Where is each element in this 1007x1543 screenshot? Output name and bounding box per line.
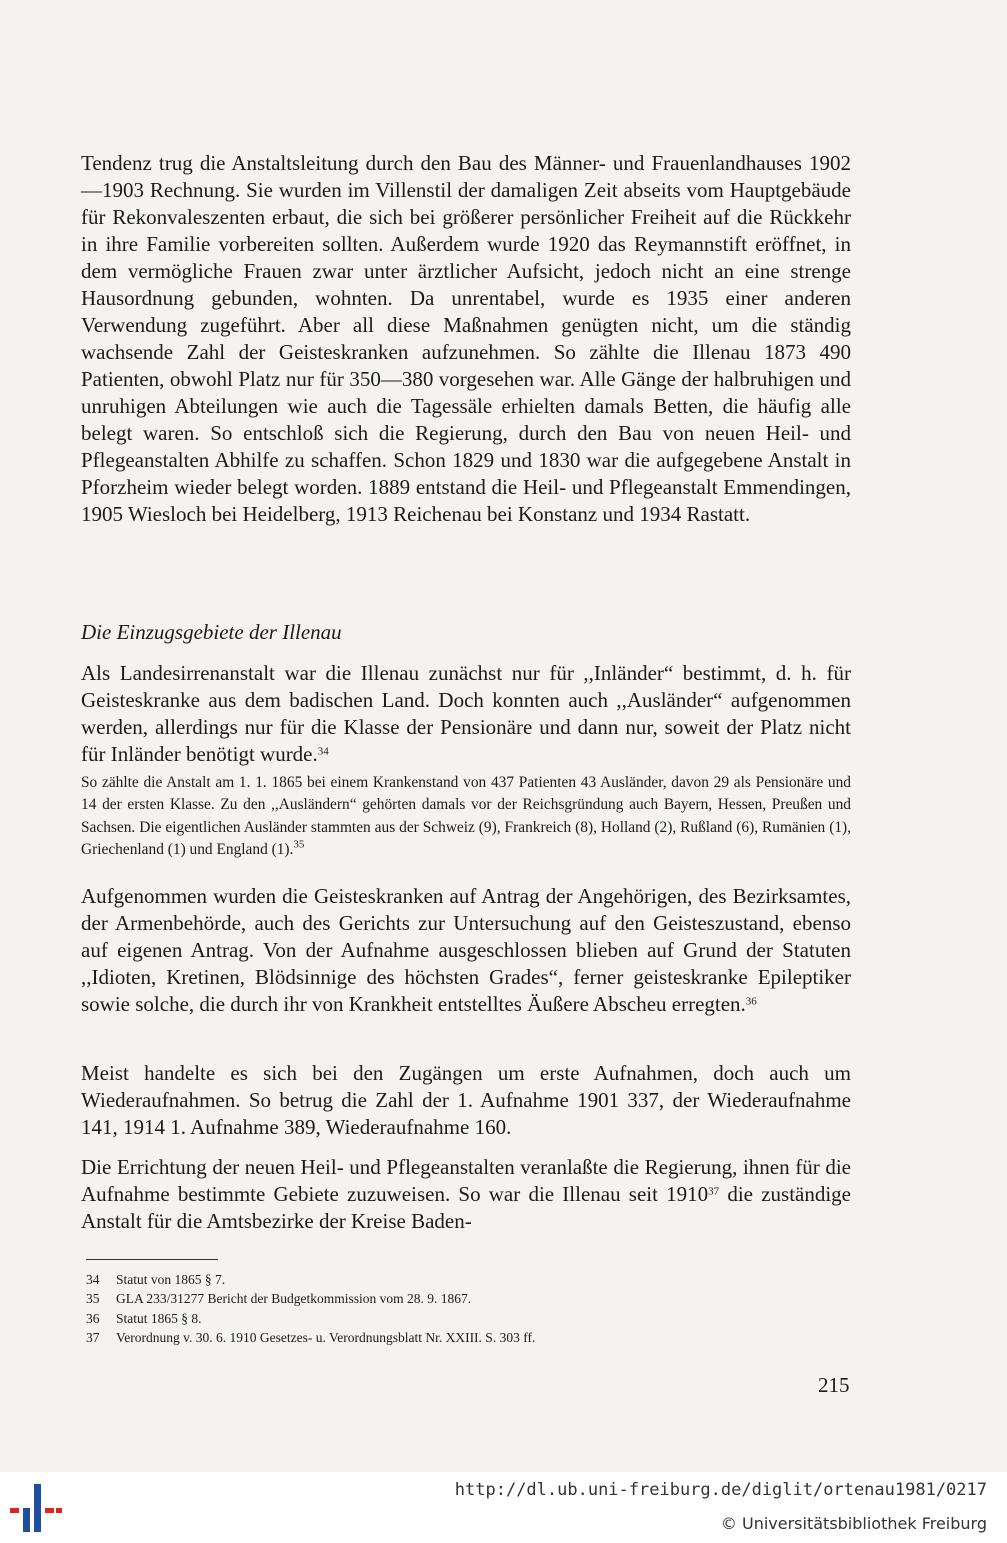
footnote-divider bbox=[86, 1259, 218, 1260]
footnote-ref-34: 34 bbox=[317, 745, 329, 758]
paragraph-text: Meist handelte es sich bei den Zugängen um erste Aufnahmen, doch auch um Wiederaufnahmen. So betrug die Zahl der 1. Aufnahme 1901 337, der Wiederaufnahme 141, 1914 1. Aufnahme 389, Wiederaufnahme 160. bbox=[81, 1061, 851, 1139]
paragraph-readmissions bbox=[81, 1060, 851, 1141]
footnote-text: Statut 1865 § 8. bbox=[116, 1310, 202, 1326]
footnote-text: GLA 233/31277 Bericht der Budgetkommission vom 28. 9. 1867. bbox=[116, 1291, 472, 1307]
footnote bbox=[86, 1309, 846, 1328]
library-footer bbox=[0, 1472, 1007, 1543]
paragraph-text: Die Errichtung der neuen Heil- und Pflegeanstalten veranlaßte die Regierung, ihnen für die Aufnahme bestimmte Gebiete zuzuweisen. So war die Illenau seit 1910 bbox=[81, 1155, 851, 1206]
footnote-number: 37 bbox=[86, 1330, 100, 1346]
footnote-text: Statut von 1865 § 7. bbox=[116, 1272, 226, 1287]
paragraph-villa-houses bbox=[81, 150, 851, 528]
footnote-number: 35 bbox=[86, 1291, 100, 1307]
footnotes bbox=[86, 1270, 846, 1348]
paragraph-text: Tendenz trug die Anstaltsleitung durch den Bau des Männer- und Frauenlandhauses 1902—1903 Rechnung. Sie wurden im Villenstil der damaligen Zeit abseits vom Hauptgebäude für Rekonvaleszenten erbaut, die sich bei größerer persönlicher Freiheit auf die Rückkehr in ihre Familie vorbereiten sollten. Außerdem wurde 1920 das Reymannstift eröffnet, in dem vermögliche Frauen zwar unter ärztlicher Aufsicht, jedoch nicht an eine strenge Hausordnung gebunden, wohnten. Da unrentabel, wurde es 1935 einer anderen Verwendung zugeführt. Aber all diese Maßnahmen genügten nicht, um die ständig wachsende Zahl der Geisteskranken aufzunehmen. So zählte die Illenau 1873 490 Patienten, obwohl Platz nur für 350—380 vorgesehen war. Alle Gänge der halbruhigen und unruhigen Abteilungen wie auch die Tagessäle erhielten damals Betten, die häufig alle belegt waren. So entschloß sich die Regierung, durch den Bau von neuen Heil- und Pflegeanstalten Abhilfe zu schaffen. Schon 1829 und 1830 war die aufgegebene Anstalt in Pforzheim wieder belegt worden. 1889 entstand die Heil- und Pflegeanstalt Emmendingen, 1905 Wiesloch bei Heidelberg, 1913 Reichenau bei Konstanz und 1934 Rastatt. bbox=[81, 151, 851, 526]
footnote-ref-37: 37 bbox=[708, 1185, 720, 1198]
footnote bbox=[86, 1289, 846, 1308]
small-print-paragraph bbox=[81, 772, 851, 862]
paragraph-catchment bbox=[81, 1154, 851, 1235]
footnote bbox=[86, 1270, 846, 1289]
paragraph-text: Als Landesirrenanstalt war die Illenau zunächst nur für ,,Inländer“ bestimmt, d. h. für Geisteskranke aus dem badischen Land. Doch konnten auch ,,Ausländer“ aufgenommen werden, allerdings nur für die Klasse der Pensionäre und dann nur, soweit der Platz nicht für Inländer benötigt wurde. bbox=[81, 661, 851, 766]
section-heading: Die Einzugsgebiete der Illenau bbox=[81, 620, 342, 644]
footnote-ref-35: 35 bbox=[293, 838, 305, 851]
paragraph-text: Aufgenommen wurden die Geisteskranken auf Antrag der Angehörigen, des Bezirksamtes, der Armenbehörde, auch des Gerichts zur Untersuchung auf den Geisteszustand, ebenso auf eigenen Antrag. Von der Aufnahme ausgeschlossen blieben auf Grund der Statuten ,,Idioten, Kretinen, Blödsinnige des höchsten Grades“, ferner geisteskranke Epileptiker sowie solche, die durch ihr von Krankheit entstelltes Äußere Abscheu erregten. bbox=[81, 884, 851, 1016]
paragraph-text: So zählte die Anstalt am 1. 1. 1865 bei einem Krankenstand von 437 Patienten 43 Ausländer, davon 29 als Pensionäre und 14 der ersten Klasse. Zu den ,,Ausländern“ gehörten damals vor der Reichsgründung auch Bayern, Hessen, Preußen und Sachsen. Die eigentlichen Ausländer stammten aus der Schweiz (9), Frankreich (8), Holland (2), Rußland (6), Rumänien (1), Griechenland (1) und England (1). bbox=[81, 774, 851, 859]
footnote-ref-36: 36 bbox=[745, 995, 757, 1008]
permalink-link[interactable]: http://dl.ub.uni-freiburg.de/diglit/ortenau1981/0217 bbox=[454, 1480, 987, 1500]
copyright-notice: © Universitätsbibliothek Freiburg bbox=[720, 1514, 987, 1533]
footnote-number: 34 bbox=[86, 1272, 100, 1287]
footnote-text: Verordnung v. 30. 6. 1910 Gesetzes- u. Verordnungsblatt Nr. XXIII. S. 303 ff. bbox=[116, 1330, 536, 1346]
paragraph-inlaender bbox=[81, 660, 851, 768]
library-logo-icon[interactable] bbox=[8, 1482, 64, 1534]
paragraph-admission bbox=[81, 883, 851, 1018]
footnote-number: 36 bbox=[86, 1310, 100, 1326]
page-number: 215 bbox=[818, 1373, 850, 1397]
paragraph-text-continued: die zuständige Anstalt für die Amtsbezirke der Kreise Baden- bbox=[81, 1182, 852, 1233]
footnote bbox=[86, 1328, 846, 1347]
